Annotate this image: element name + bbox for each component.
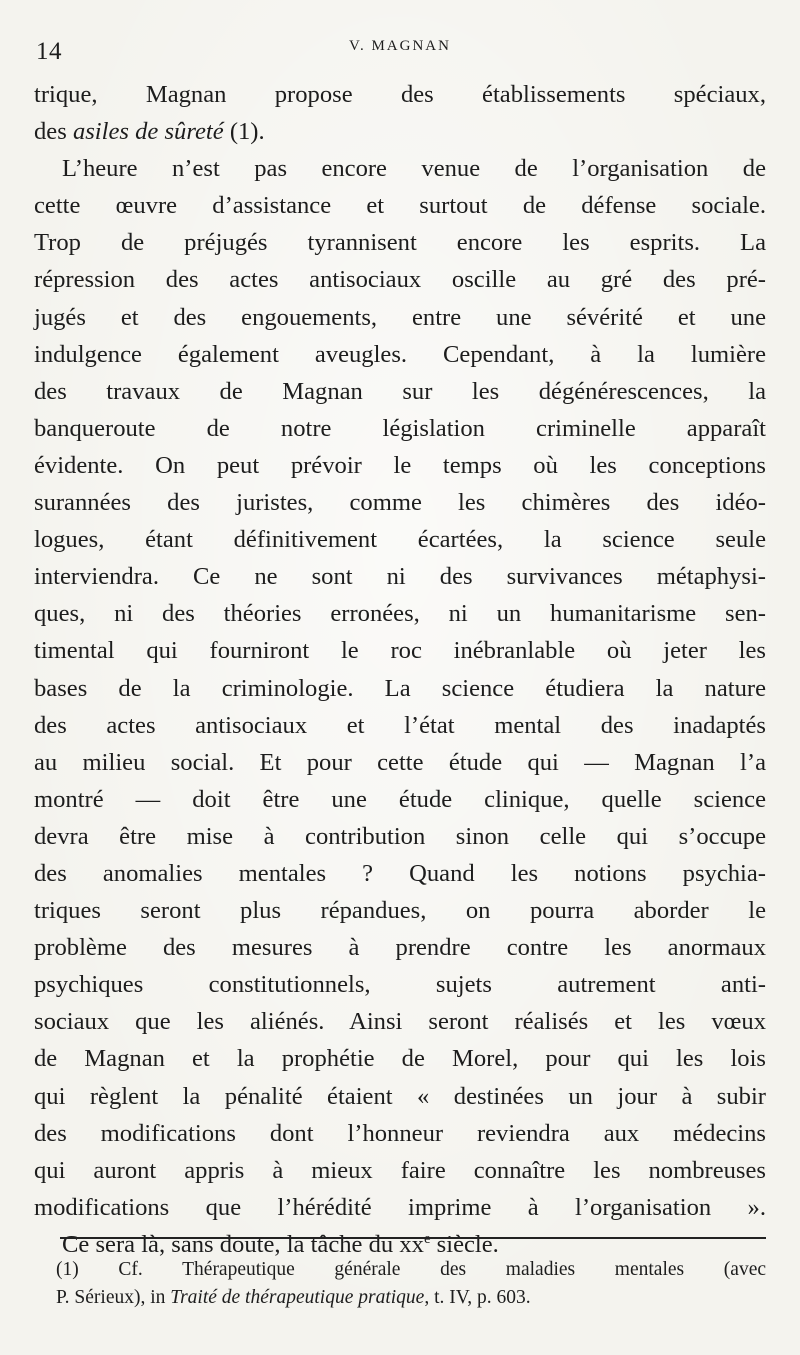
text-line: sociaux que les aliénés. Ainsi seront réalisés et les vœux <box>34 1008 766 1036</box>
text-line: évidente. On peut prévoir le temps où les conceptions <box>34 451 766 479</box>
text-span: Ce sera là, sans doute, la tâche du xx <box>62 1230 424 1258</box>
text-line: jugés et des engouements, entre une sévérité et une <box>34 303 766 331</box>
running-head <box>36 34 764 64</box>
text-span: P. Sérieux), in <box>56 1287 171 1308</box>
text-line: au milieu social. Et pour cette étude qui — Magnan l’a <box>34 748 766 776</box>
text-line: des travaux de Magnan sur les dégénérescences, la <box>34 377 766 405</box>
text-line: devra être mise à contribution sinon celle qui s’occupe <box>34 822 766 850</box>
text-span: des <box>34 118 73 146</box>
text-line: répression des actes antisociaux oscille au gré des pré- <box>34 266 766 294</box>
text-line: des actes antisociaux et l’état mental des inadaptés <box>34 711 766 739</box>
running-title: V. MAGNAN <box>349 38 451 54</box>
footnote-rule <box>60 1237 766 1239</box>
text-line: triques seront plus répandues, on pourra aborder le <box>34 897 766 925</box>
italic-title: Traité de thérapeutique pratique <box>170 1287 425 1308</box>
text-line: bases de la criminologie. La science étudiera la nature <box>34 674 766 702</box>
text-line: modifications que l’hérédité imprime à l’organisation ». <box>34 1193 766 1221</box>
text-line: indulgence également aveugles. Cependant, à la lumière <box>34 340 766 368</box>
text-line: qui auront appris à mieux faire connaître les nombreuses <box>34 1156 766 1184</box>
text-line: des modifications dont l’honneur reviendra aux médecins <box>34 1119 766 1147</box>
text-line: logues, étant définitivement écartées, la science seule <box>34 526 766 554</box>
text-line: trique, Magnan propose des établissements spéciaux, <box>34 81 766 108</box>
text-line: psychiques constitutionnels, sujets autrement anti- <box>34 971 766 999</box>
italic-term: asiles de sûreté <box>72 118 224 146</box>
text-line: qui règlent la pénalité étaient « destinées un jour à subir <box>34 1082 766 1110</box>
text-line: ques, ni des théories erronées, ni un humanitarisme sen- <box>34 600 766 628</box>
text-line: cette œuvre d’assistance et surtout de défense sociale. <box>34 192 766 220</box>
text-line: interviendra. Ce ne sont ni des survivances métaphysi- <box>34 563 766 591</box>
text-line <box>34 113 766 150</box>
text-line: Trop de préjugés tyrannisent encore les esprits. La <box>34 229 766 257</box>
text-line: L’heure n’est pas encore venue de l’organisation de <box>62 155 766 183</box>
page-number: 14 <box>36 38 62 65</box>
body-text <box>34 76 766 1263</box>
text-line: surannées des juristes, comme les chimères des idéo- <box>34 489 766 517</box>
text-line: montré — doit être une étude clinique, quelle science <box>34 785 766 813</box>
text-line: de Magnan et la prophétie de Morel, pour qui les lois <box>34 1045 766 1073</box>
text-line: des anomalies mentales ? Quand les notions psychia- <box>34 859 766 887</box>
footnote <box>56 1256 766 1312</box>
footnote-line: (1) Cf. Thérapeutique générale des maladies mentales (avec <box>56 1259 766 1280</box>
text-line: banqueroute de notre législation criminelle apparaît <box>34 414 766 442</box>
text-span: siècle. <box>430 1230 499 1258</box>
text-line: problème des mesures à prendre contre les anormaux <box>34 934 766 962</box>
footnote-ref: (1). <box>223 118 265 146</box>
footnote-line <box>56 1284 766 1312</box>
century-superscript: e <box>423 1230 431 1247</box>
text-span: , t. IV, p. 603. <box>424 1287 531 1308</box>
text-line: timental qui fourniront le roc inébranlable où jeter les <box>34 637 766 665</box>
